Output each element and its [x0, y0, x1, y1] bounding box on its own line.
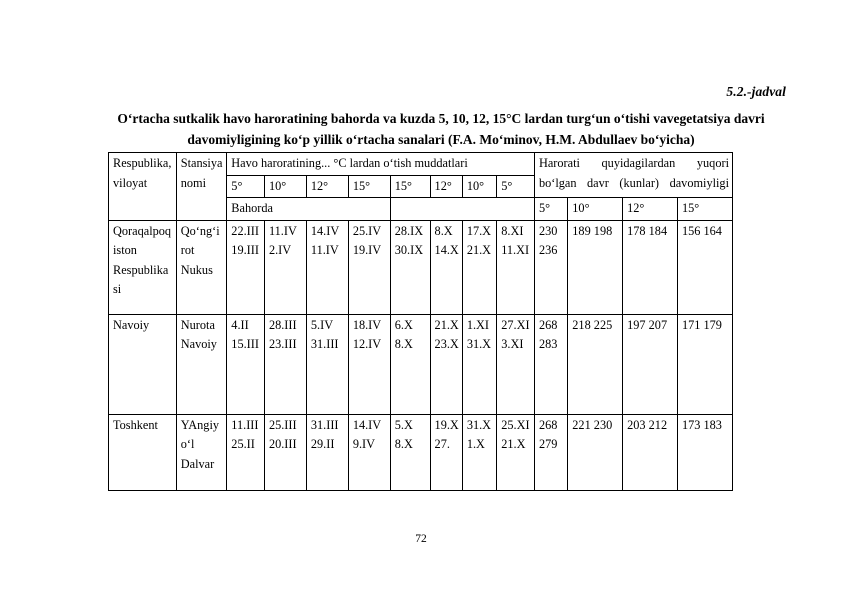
table-row: [109, 414, 733, 490]
header-group-duration: Harorati quyidagilardan yuqori bo‘lgan davr (kunlar) davomiyligi: [534, 153, 732, 198]
cell-right-3: 156 164: [677, 220, 732, 314]
cell-right-0: 268 283: [534, 314, 567, 414]
page-number: 72: [415, 533, 427, 545]
cell-left-1: 25.III 20.III: [264, 414, 306, 490]
page-title: [95, 108, 787, 150]
season-label-spring: Bahorda: [227, 198, 390, 221]
cell-right-2: 203 212: [623, 414, 678, 490]
header-group-transition-dates: Havo haroratining... °C lardan o‘tish muddatlari: [227, 153, 535, 176]
cell-left-6: 31.X 1.X: [462, 414, 496, 490]
title-line-2: davomiyligining ko‘p yillik o‘rtacha sanalari (F.A. Mo‘minov, H.M. Abdullaev bo‘yicha): [187, 132, 695, 147]
cell-region: Toshkent: [109, 414, 177, 490]
cell-left-5: 8.X 14.X: [430, 220, 462, 314]
cell-left-0: 11.III 25.II: [227, 414, 265, 490]
cell-right-2: 197 207: [623, 314, 678, 414]
cell-station: Nurota Navoiy: [176, 314, 227, 414]
subheader-left-1: 10°: [264, 175, 306, 198]
header-row-groups: [109, 153, 733, 176]
cell-station: YAngiyo‘l Dalvar: [176, 414, 227, 490]
table-row: [109, 314, 733, 414]
cell-right-0: 230 236: [534, 220, 567, 314]
cell-right-1: 218 225: [568, 314, 623, 414]
cell-left-7: 27.XI 3.XI: [497, 314, 535, 414]
table-header: [109, 153, 733, 221]
cell-right-3: 173 183: [677, 414, 732, 490]
cell-right-1: 221 230: [568, 414, 623, 490]
cell-left-7: 8.XI 11.XI: [497, 220, 535, 314]
cell-left-0: 22.III 19.III: [227, 220, 265, 314]
subheader-left-5: 12°: [430, 175, 462, 198]
table-body: [109, 220, 733, 490]
season-label-autumn: [390, 198, 534, 221]
subheader-right-1: 10°: [568, 198, 623, 221]
header-station: Stansiya nomi: [176, 153, 227, 221]
cell-left-3: 14.IV 9.IV: [348, 414, 390, 490]
table-row: [109, 220, 733, 314]
cell-right-1: 189 198: [568, 220, 623, 314]
cell-left-2: 14.IV 11.IV: [306, 220, 348, 314]
cell-left-7: 25.XI 21.X: [497, 414, 535, 490]
cell-left-2: 31.III 29.II: [306, 414, 348, 490]
cell-left-6: 1.XI 31.X: [462, 314, 496, 414]
subheader-left-0: 5°: [227, 175, 265, 198]
cell-region: Navoiy: [109, 314, 177, 414]
subheader-right-0: 5°: [534, 198, 567, 221]
table-label: 5.2.-jadval: [726, 84, 786, 99]
cell-left-1: 11.IV 2.IV: [264, 220, 306, 314]
cell-right-2: 178 184: [623, 220, 678, 314]
cell-left-6: 17.X 21.X: [462, 220, 496, 314]
cell-left-4: 6.X 8.X: [390, 314, 430, 414]
cell-left-1: 28.III 23.III: [264, 314, 306, 414]
subheader-left-6: 10°: [462, 175, 496, 198]
title-line-1: O‘rtacha sutkalik havo haroratining bahorda va kuzda 5, 10, 12, 15°C lardan turg‘un o‘tishi vavegetatsiya davri: [117, 111, 765, 126]
subheader-left-4: 15°: [390, 175, 430, 198]
cell-left-5: 21.X 23.X: [430, 314, 462, 414]
cell-left-5: 19.X 27.: [430, 414, 462, 490]
subheader-left-3: 15°: [348, 175, 390, 198]
subheader-right-3: 15°: [677, 198, 732, 221]
subheader-right-2: 12°: [623, 198, 678, 221]
cell-left-4: 28.IX 30.IX: [390, 220, 430, 314]
cell-station: Qo‘ng‘irot Nukus: [176, 220, 227, 314]
cell-left-0: 4.II 15.III: [227, 314, 265, 414]
cell-right-0: 268 279: [534, 414, 567, 490]
cell-left-4: 5.X 8.X: [390, 414, 430, 490]
cell-left-3: 25.IV 19.IV: [348, 220, 390, 314]
cell-left-2: 5.IV 31.III: [306, 314, 348, 414]
cell-left-3: 18.IV 12.IV: [348, 314, 390, 414]
cell-region: Qoraqalpoqiston Respublikasi: [109, 220, 177, 314]
subheader-left-2: 12°: [306, 175, 348, 198]
header-region: Respublika, viloyat: [109, 153, 177, 221]
cell-right-3: 171 179: [677, 314, 732, 414]
climate-data-table: [108, 152, 733, 491]
subheader-left-7: 5°: [497, 175, 535, 198]
